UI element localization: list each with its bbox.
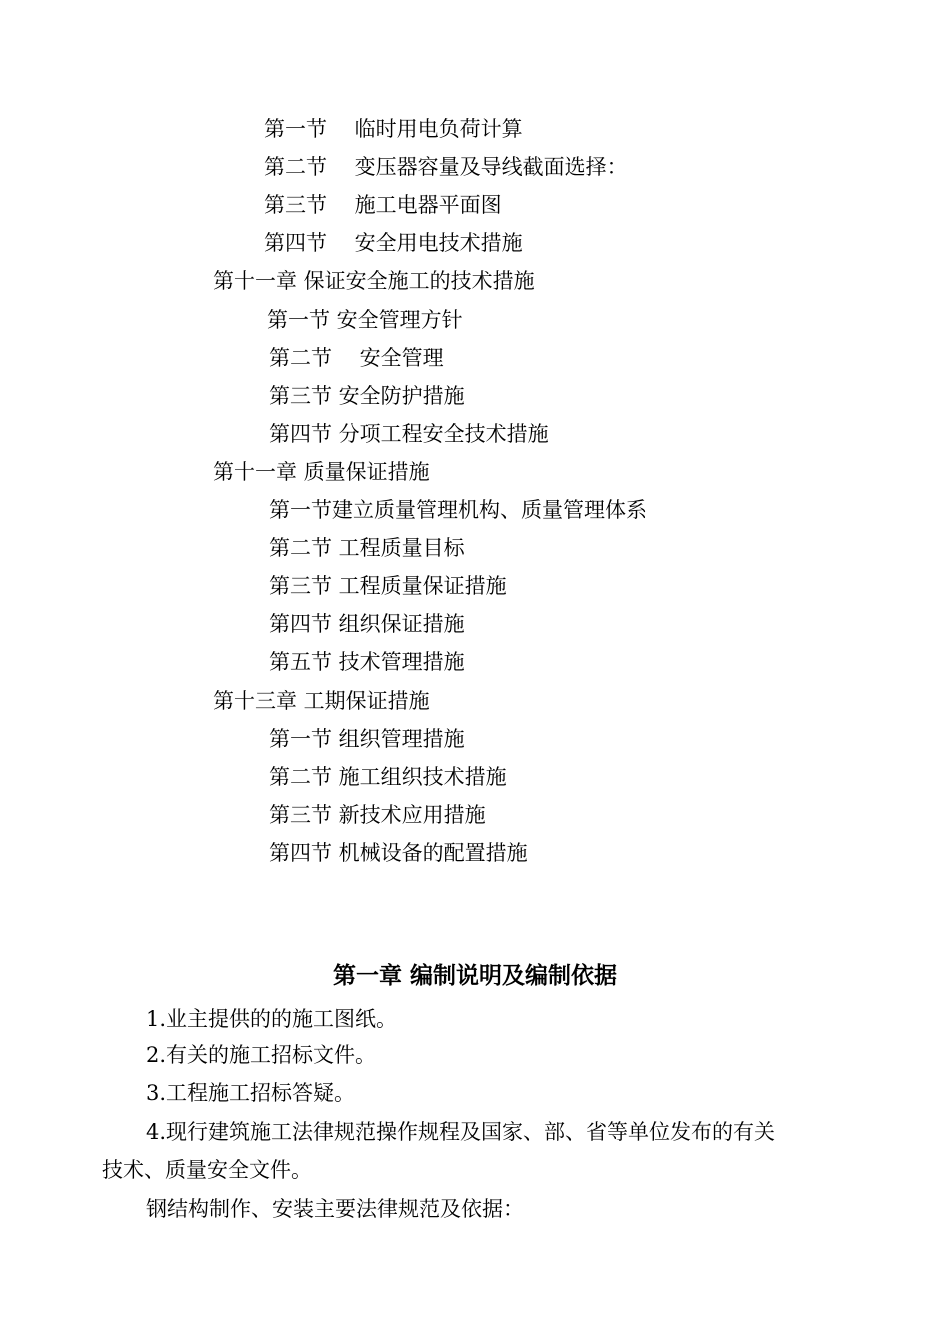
- toc-section-2: 第二节 安全管理: [269, 346, 444, 370]
- toc-section-3: 第三节 新技术应用措施: [269, 803, 486, 827]
- toc-chapter-schedule: 第十三章 工期保证措施: [213, 689, 430, 713]
- toc-section-4: 第四节 安全用电技术措施: [264, 231, 523, 255]
- toc-section-4: 第四节 组织保证措施: [269, 612, 465, 636]
- basis-item-1: 1.业主提供的的施工图纸。: [146, 1007, 398, 1031]
- toc-section-1: 第一节建立质量管理机构、质量管理体系: [269, 498, 647, 522]
- toc-section-3: 第三节 施工电器平面图: [264, 193, 502, 217]
- toc-section-2: 第二节 变压器容量及导线截面选择：: [264, 155, 628, 179]
- toc-section-4: 第四节 机械设备的配置措施: [269, 841, 528, 865]
- toc-section-1: 第一节 临时用电负荷计算: [264, 117, 523, 141]
- toc-section-3: 第三节 工程质量保证措施: [269, 574, 507, 598]
- basis-item-4-continued: 技术、质量安全文件。: [102, 1158, 312, 1182]
- toc-chapter-safety: 第十一章 保证安全施工的技术措施: [213, 269, 535, 293]
- toc-section-2: 第二节 工程质量目标: [269, 536, 465, 560]
- toc-section-5: 第五节 技术管理措施: [269, 650, 465, 674]
- toc-section-1: 第一节 安全管理方针: [267, 308, 463, 332]
- basis-item-2: 2.有关的施工招标文件。: [146, 1043, 377, 1067]
- basis-item-4: 4.现行建筑施工法律规范操作规程及国家、部、省等单位发布的有关: [146, 1120, 776, 1144]
- chapter-title: 第一章 编制说明及编制依据: [332, 962, 617, 989]
- toc-section-2: 第二节 施工组织技术措施: [269, 765, 507, 789]
- toc-section-4: 第四节 分项工程安全技术措施: [269, 422, 549, 446]
- toc-section-3: 第三节 安全防护措施: [269, 384, 465, 408]
- steel-structure-basis-heading: 钢结构制作、安装主要法律规范及依据：: [146, 1197, 524, 1221]
- toc-section-1: 第一节 组织管理措施: [269, 727, 465, 751]
- toc-chapter-quality: 第十一章 质量保证措施: [213, 460, 430, 484]
- basis-item-3: 3.工程施工招标答疑。: [146, 1081, 356, 1105]
